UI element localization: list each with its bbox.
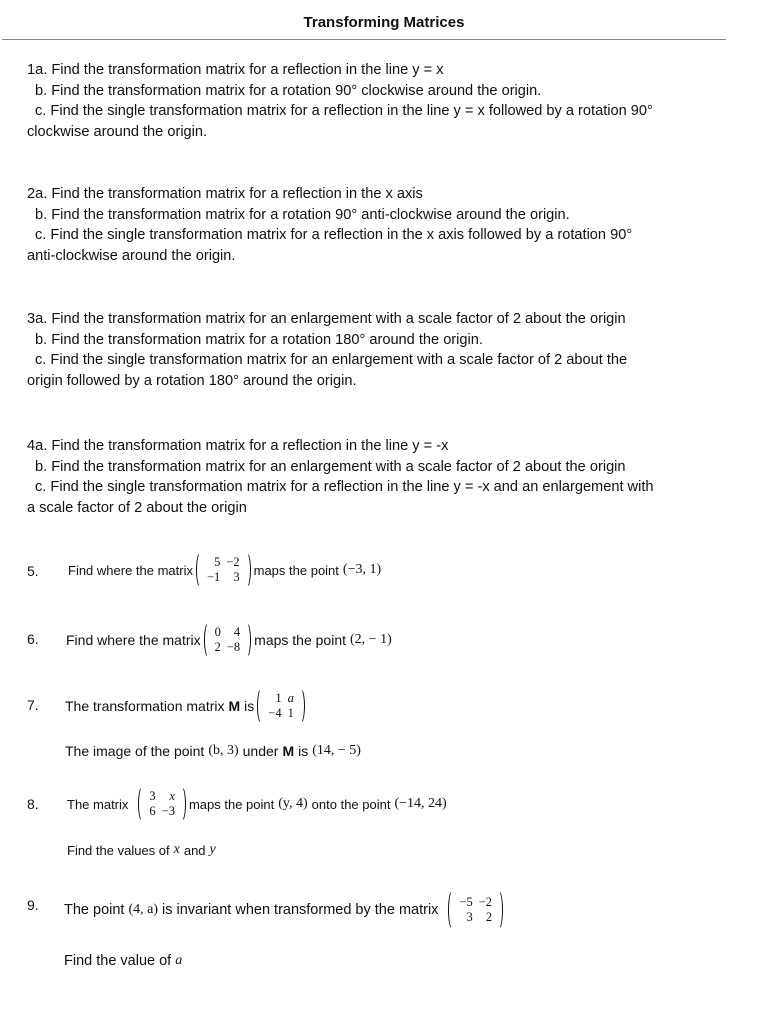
question-2b: b. Find the transformation matrix for a rotation 90° anti-clockwise around the origin. — [35, 206, 570, 223]
question-3b: b. Find the transformation matrix for a rotation 180° around the origin. — [35, 331, 483, 348]
question-3c: c. Find the single transformation matrix for an enlargement with a scale factor of 2 about the — [35, 352, 628, 368]
question-1c-continued: clockwise around the origin. — [27, 123, 208, 140]
matrix-q8 — [138, 786, 186, 822]
matrix-q6-cell: −8 — [226, 640, 241, 654]
question-8-maps-text: maps the point — [188, 796, 275, 812]
question-7-is: is — [244, 698, 255, 714]
question-4c: c. Find the single transformation matrix for a reflection in the line y = -x and an enlargement with — [35, 479, 654, 495]
matrix-q6-cell: 2 — [214, 640, 221, 654]
matrix-q5 — [196, 552, 251, 588]
question-6-point: (2, − 1) — [350, 632, 392, 647]
question-6-prompt: Find where the matrix — [66, 632, 201, 648]
matrix-M-cell: a — [287, 691, 294, 705]
matrix-q9 — [448, 890, 503, 930]
question-7-M: M — [228, 698, 241, 714]
question-8-onto: onto the point — [311, 796, 391, 812]
question-7-is-ref: is — [298, 743, 309, 759]
question-9-point: (4, a) — [128, 902, 159, 917]
question-3c-continued: origin followed by a rotation 180° around the origin. — [27, 372, 357, 389]
question-9-number: 9. — [27, 897, 39, 913]
question-2c: c. Find the single transformation matrix for a reflection in the x axis followed by a rotation 90° — [35, 227, 633, 243]
question-7-M-ref: M — [282, 743, 295, 759]
question-7-point: (b, 3) — [208, 743, 239, 758]
question-2 — [27, 184, 727, 266]
question-5-point: (−3, 1) — [342, 562, 382, 577]
question-4 — [27, 436, 727, 518]
matrix-q6-cell: 4 — [233, 625, 241, 639]
question-8-image: (−14, 24) — [394, 796, 447, 811]
page-title: Transforming Matrices — [303, 14, 465, 31]
matrix-M-cell: −4 — [268, 706, 282, 720]
question-8-number: 8. — [27, 796, 39, 812]
question-1b: b. Find the transformation matrix for a rotation 90° clockwise around the origin. — [35, 82, 542, 99]
matrix-q8-cell: 6 — [149, 804, 156, 818]
question-9-invariant-text: is invariant when transformed by the matrix — [162, 902, 439, 918]
matrix-M-cell: 1 — [287, 706, 294, 720]
question-7-prompt: The transformation matrix — [65, 698, 225, 714]
matrix-M — [257, 688, 305, 724]
question-7-image: (14, − 5) — [312, 743, 361, 758]
matrix-q8-cell: 3 — [149, 789, 156, 803]
question-8-find-text: Find the values of — [67, 842, 170, 858]
matrix-q8-cell: x — [169, 789, 175, 803]
question-9-a: a — [175, 953, 183, 968]
question-8-prompt: The matrix — [67, 796, 129, 812]
question-7-number: 7. — [27, 697, 39, 713]
question-6-number: 6. — [27, 631, 39, 647]
question-8 — [67, 786, 447, 822]
question-3a: 3a. Find the transformation matrix for an enlargement with a scale factor of 2 about the origin — [27, 311, 626, 327]
question-9-prompt: The point — [64, 902, 125, 918]
matrix-q5-cell: −2 — [226, 555, 240, 569]
matrix-q9-cell: −2 — [478, 895, 493, 909]
question-8-point: (y, 4) — [278, 796, 308, 811]
matrix-q6-cell: 0 — [214, 625, 221, 639]
question-8-and: and — [183, 842, 206, 858]
matrix-q5-cell: −1 — [207, 570, 221, 584]
question-7-line-2 — [65, 743, 361, 759]
matrix-q5-cell: 5 — [214, 555, 221, 569]
question-4c-continued: a scale factor of 2 about the origin — [27, 499, 247, 516]
question-7-under: under — [242, 743, 279, 759]
question-5 — [68, 552, 381, 588]
question-7 — [65, 688, 308, 724]
question-2a: 2a. Find the transformation matrix for a reflection in the x axis — [27, 186, 423, 202]
question-6 — [66, 622, 392, 658]
matrix-M-cell: 1 — [275, 691, 282, 705]
title-divider — [2, 39, 726, 40]
question-8-line-2 — [67, 842, 216, 858]
question-1c: c. Find the single transformation matrix for a reflection in the line y = x followed by a rotation 90° — [35, 103, 653, 119]
question-4a: 4a. Find the transformation matrix for a reflection in the line y = -x — [27, 438, 449, 454]
question-9 — [64, 890, 506, 930]
question-8-y: y — [209, 842, 216, 857]
matrix-q6 — [204, 622, 252, 658]
question-2c-continued: anti-clockwise around the origin. — [27, 247, 236, 264]
question-9-line-2 — [64, 953, 182, 969]
question-6-maps-text: maps the point — [254, 632, 347, 648]
matrix-q9-cell: 3 — [466, 910, 473, 924]
question-3 — [27, 309, 727, 391]
question-5-prompt: Find where the matrix — [68, 562, 193, 578]
question-5-maps-text: maps the point — [253, 562, 339, 578]
question-9-find-text: Find the value of — [64, 953, 172, 969]
matrix-q5-cell: 3 — [233, 570, 240, 584]
question-5-number: 5. — [27, 563, 39, 579]
question-7-image-text: The image of the point — [65, 743, 205, 759]
question-8-x: x — [173, 842, 180, 857]
matrix-q8-cell: −3 — [161, 804, 175, 818]
question-4b: b. Find the transformation matrix for an enlargement with a scale factor of 2 about the origin — [35, 458, 626, 475]
matrix-q9-cell: 2 — [485, 910, 493, 924]
matrix-q9-cell: −5 — [459, 895, 473, 909]
question-1 — [27, 60, 727, 142]
question-1a: 1a. Find the transformation matrix for a reflection in the line y = x — [27, 62, 444, 78]
